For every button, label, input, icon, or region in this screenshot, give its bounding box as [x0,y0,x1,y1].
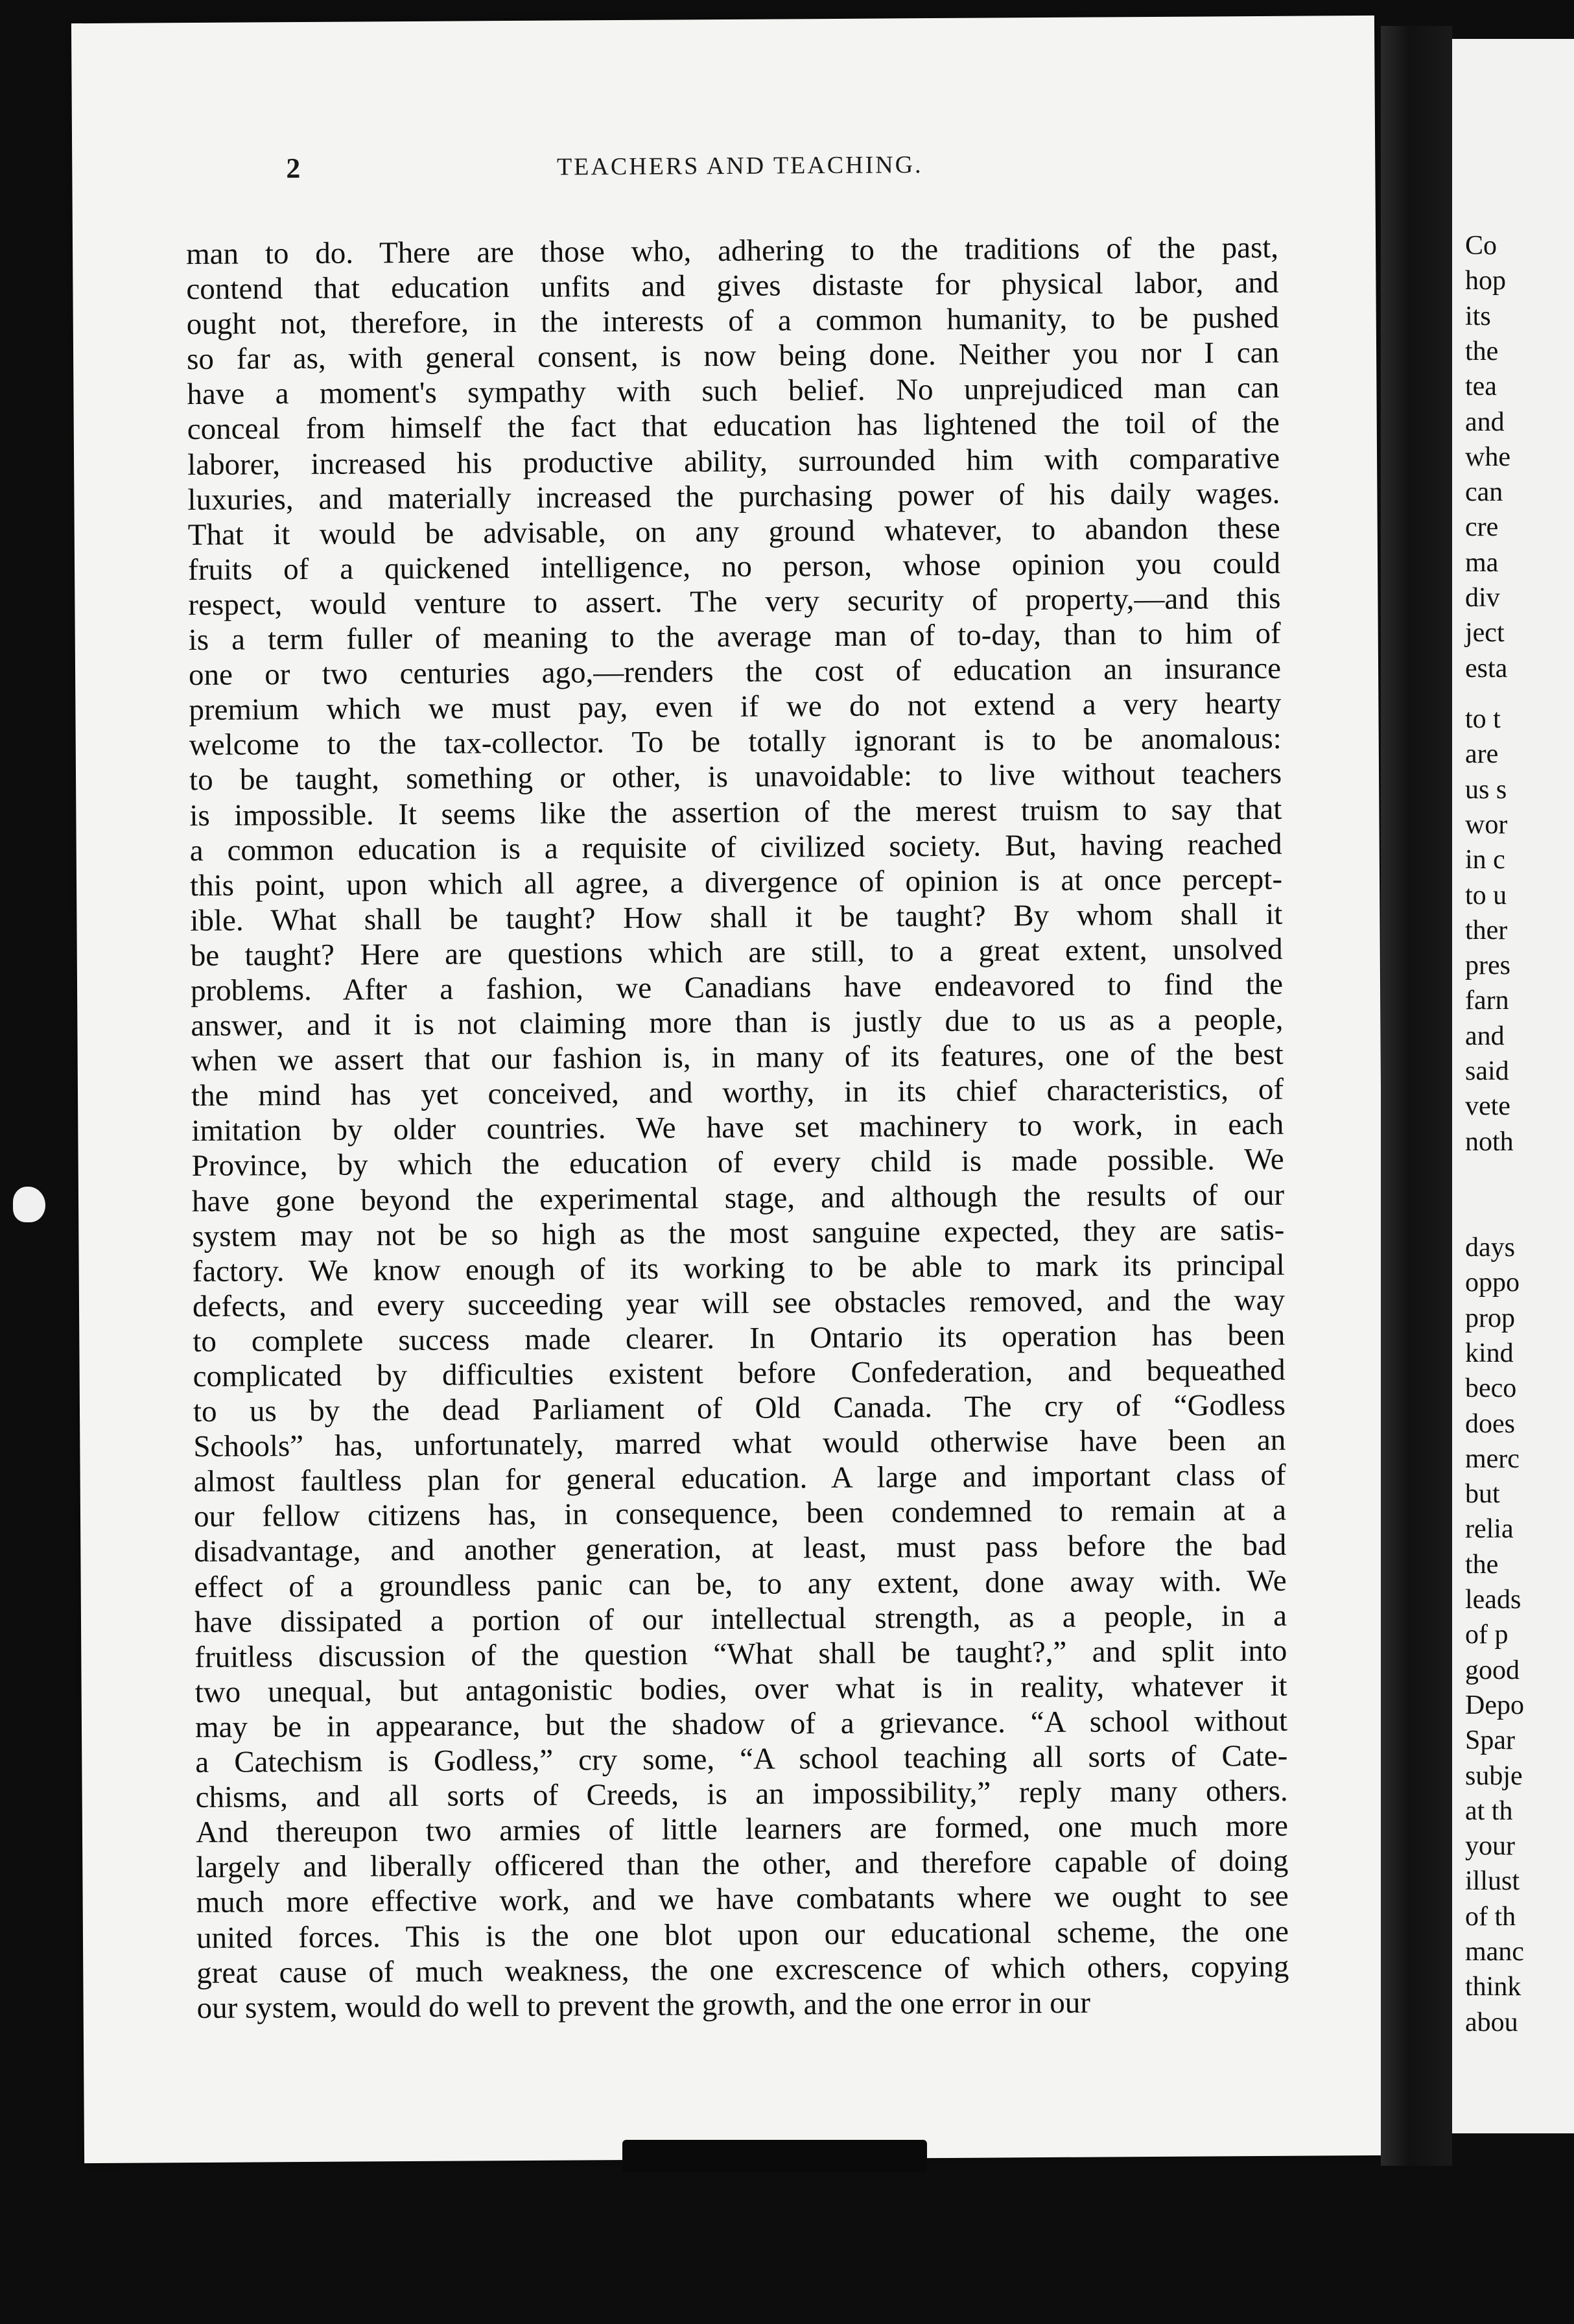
right-page-fragment: vete [1465,1091,1510,1122]
right-page-fragment: to t [1465,704,1501,734]
text-line: defects, and every succeeding year will see obstacles removed, and the way [192,1283,1286,1323]
text-line: Province, by which the education of every child is made possible. We [191,1143,1284,1183]
text-line: so far as, with general consent, is now being done. Neither you nor I can [186,336,1280,377]
left-page [71,16,1387,2163]
text-line: laborer, increased his productive ability, surrounded him with comparative [187,441,1280,482]
right-page-fragment: good [1465,1655,1520,1685]
right-page-fragment: but [1465,1479,1500,1510]
text-line: conceal from himself the fact that education has lightened the toil of the [187,406,1280,447]
text-line: united forces. This is the one blot upon our educational scheme, the one [196,1914,1289,1955]
text-line: to us by the dead Parliament of Old Canada. The cry of “Godless [193,1388,1286,1429]
right-page-fragment: illust [1465,1866,1520,1897]
text-line: fruitless discussion of the question “What shall be taught?,” and split into [194,1633,1287,1674]
right-page-fragment: in c [1465,845,1505,875]
right-page-fragment: esta [1465,653,1508,683]
right-page-fragment: to u [1465,880,1507,910]
page-number: 2 [286,152,301,185]
right-page-fragment: prop [1465,1303,1515,1333]
right-page-fragment: us s [1465,774,1507,805]
text-line: be taught? Here are questions which are still, to a great extent, unsolved [190,932,1283,973]
text-line: respect, would venture to assert. The very security of property,—and this [188,581,1281,622]
text-line: when we assert that our fashion is, in many of its features, one of the best [191,1037,1284,1078]
right-page-fragment: are [1465,739,1499,770]
right-page-fragment: Co [1465,231,1498,261]
book-gutter [1381,26,1452,2166]
right-page-fragment: noth [1465,1126,1514,1157]
right-page-fragment: merc [1465,1443,1520,1474]
text-line: system may not be so high as the most sanguine expected, they are satis- [192,1213,1285,1253]
right-page-fragment: kind [1465,1338,1514,1368]
right-page-fragment: the [1465,1549,1499,1580]
text-line: welcome to the tax-collector. To be totally ignorant is to be anomalous: [189,722,1282,763]
paper-speck [13,1187,45,1222]
text-line: And thereupon two armies of little learners are formed, one much more [195,1808,1289,1850]
right-page-fragment: hop [1465,266,1506,296]
text-line: is a term fuller of meaning to the average man of to-day, than to him of [188,616,1281,658]
right-page-fragment: farn [1465,986,1509,1016]
text-line: premium which we must pay, even if we do not extend a very hearty [189,687,1282,728]
right-page-fragment: ma [1465,547,1499,578]
right-page-fragment: the [1465,336,1499,366]
text-line: That it would be advisable, on any ground whatever, to abandon these [187,511,1280,552]
text-line: our system, would do well to prevent the growth, and the one error in our [196,1986,1091,2025]
text-line: our fellow citizens has, in consequence, been condemned to remain at a [193,1493,1287,1534]
text-line: have gone beyond the experimental stage, and although the results of our [191,1178,1285,1218]
right-page-fragment: at th [1465,1796,1513,1826]
text-line: two unequal, but antagonistic bodies, over what is in reality, whatever it [194,1668,1287,1709]
text-line: problems. After a fashion, we Canadians have endeavored to find the [190,967,1284,1008]
page-header [208,146,1271,191]
right-page-fragment: of th [1465,1901,1516,1932]
text-line: a Catechism is Godless,” cry some, “A school teaching all sorts of Cate- [195,1738,1288,1780]
right-page-fragment: cre [1465,512,1499,543]
right-page-fragment: subje [1465,1761,1523,1791]
text-line: much more effective work, and we have combatants where we ought to see [196,1879,1289,1920]
text-line: disadvantage, and another generation, at least, must pass before the bad [194,1528,1287,1569]
text-line: is impossible. It seems like the assertion of the merest truism to say that [189,792,1282,833]
text-line: this point, upon which all agree, a divergence of opinion is at once percept- [189,862,1283,903]
text-line: one or two centuries ago,—renders the cost of education an insurance [188,651,1282,693]
text-line: complicated by difficulties existent before Confederation, and bequeathed [193,1353,1286,1394]
right-page-fragment: div [1465,583,1500,613]
text-line: factory. We know enough of its working to be able to mark its principal [192,1248,1285,1288]
right-page-fragment: of p [1465,1620,1509,1650]
text-line: Schools” has, unfortunately, marred what would otherwise have been an [193,1423,1286,1464]
text-line: have a moment's sympathy with such belief. No unprejudiced man can [187,371,1280,412]
text-line: to complete success made clearer. In Ontario its operation has been [193,1318,1286,1358]
text-line: almost faultless plan for general education. A large and important class of [193,1458,1286,1499]
right-page-fragment: days [1465,1233,1515,1263]
text-line: fruits of a quickened intelligence, no person, whose opinion you could [187,546,1281,587]
text-line: effect of a groundless panic can be, to any extent, done away with. We [194,1563,1287,1604]
right-page-fragment: whe [1465,442,1510,472]
right-page-fragment: think [1465,1972,1521,2002]
running-head: TEACHERS AND TEACHING. [556,151,923,181]
right-page-fragment: leads [1465,1585,1521,1615]
right-page-fragment: tea [1465,372,1497,402]
right-page-fragment: ther [1465,915,1508,945]
text-line: ible. What shall be taught? How shall it be taught? By whom shall it [190,897,1283,938]
text-line: answer, and it is not claiming more than is justly due to us as a people, [191,1002,1284,1043]
right-page-fragment: and [1465,1021,1505,1051]
body-text [186,230,1289,2026]
right-page-fragment: its [1465,301,1491,331]
text-line: imitation by older countries. We have set machinery to work, in each [191,1108,1284,1148]
right-page-fragment: manc [1465,1937,1524,1967]
text-line: ought not, therefore, in the interests of a common humanity, to be pushed [186,300,1279,342]
text-line: a common education is a requisite of civilized society. But, having reached [189,827,1282,868]
text-line: great cause of much weakness, the one excrescence of which others, copying [196,1949,1289,1990]
text-line: contend that education unfits and gives distaste for physical labor, and [186,265,1279,307]
right-page-fragment: relia [1465,1514,1514,1545]
text-line: chisms, and all sorts of Creeds, is an impossibility,” reply many others. [195,1773,1288,1815]
right-page-fragment: does [1465,1408,1515,1439]
right-page-fragment: abou [1465,2007,1518,2037]
right-page-fragment: ject [1465,618,1505,648]
right-page-fragment: beco [1465,1373,1517,1404]
right-page-fragment: said [1465,1056,1509,1086]
text-line: luxuries, and materially increased the purchasing power of his daily wages. [187,476,1280,517]
text-line: man to do. There are those who, adhering to the traditions of the past, [185,230,1279,272]
right-page-fragment: can [1465,477,1503,508]
binding-clip [622,2140,927,2172]
right-page-fragment: pres [1465,951,1510,981]
text-line: may be in appearance, but the shadow of a grievance. “A school without [194,1703,1288,1744]
right-page-fragment: wor [1465,809,1508,840]
right-page-fragment: Depo [1465,1690,1524,1720]
text-line: the mind has yet conceived, and worthy, in its chief characteristics, of [191,1073,1284,1113]
right-page-fragment: oppo [1465,1268,1520,1298]
text-line: to be taught, something or other, is unavoidable: to live without teachers [189,757,1282,798]
text-line: largely and liberally officered than the other, and therefore capable of doing [196,1844,1289,1885]
right-page [1452,39,1574,2133]
right-page-fragment: and [1465,407,1505,437]
right-page-fragment: your [1465,1831,1515,1862]
text-line: have dissipated a portion of our intellectual strength, as a people, in a [194,1598,1287,1639]
right-page-fragment: Spar [1465,1725,1515,1756]
